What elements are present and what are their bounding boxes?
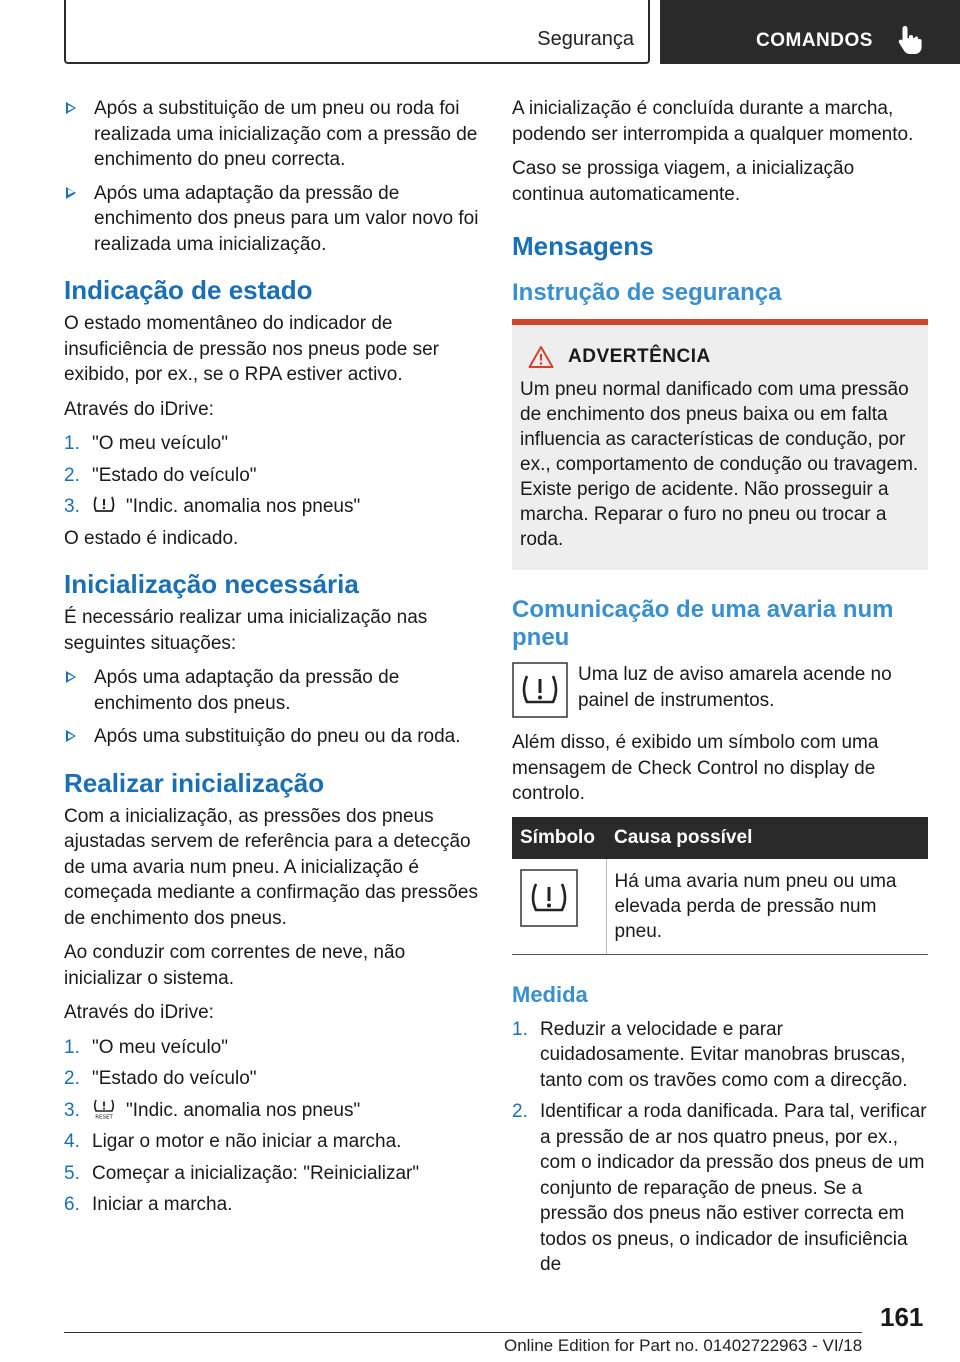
list-item: 5. Começar a inicialização: "Reinicializar"	[64, 1162, 420, 1184]
list-item: 2. Identificar a roda danificada. Para tal, verificar a pressão de ar nos quatro pneus, por ex., com o indicador da pressão dos pneus de um conjunto de reparação de pneus. Se a pressão dos pneus não estiver correcta em todos os pneus, o indicador de insuficiência de	[512, 1101, 927, 1275]
heading-messages: Mensagens	[512, 231, 654, 261]
tire-reset-icon	[92, 1098, 116, 1120]
list-item: 2. "Estado do veículo"	[64, 464, 257, 486]
indicator-text: Uma luz de aviso amarela acende no painel de instrumentos.	[578, 664, 892, 711]
heading-failure: Comunicação de uma avaria num pneu	[512, 596, 894, 651]
triangle-bullet-icon	[66, 187, 76, 199]
list-item: 1. Reduzir a velocidade e parar cuidadosamente. Evitar manobras bruscas, tanto com os travões como com a direcção.	[512, 1018, 908, 1091]
warning-header	[528, 345, 920, 369]
triangle-bullet-icon	[66, 102, 76, 114]
paragraph: O estado momentâneo do indicador de insuficiência de pressão nos pneus pode ser exibido, por ex., se o RPA estiver activo.	[64, 313, 439, 385]
section-title: Segurança	[537, 28, 634, 50]
list-item: 3. "Indic. anomalia nos pneus"	[64, 496, 361, 517]
heading-measure: Medida	[512, 981, 588, 1007]
heading-status: Indicação de estado	[64, 275, 313, 305]
list-item: 4. Ligar o motor e não iniciar a marcha.	[64, 1131, 402, 1152]
section-header-box	[64, 0, 650, 64]
table-cell-symbol	[512, 859, 606, 955]
page-header	[0, 0, 960, 66]
steps-list-measure	[512, 1017, 928, 1278]
paragraph: Com a inicialização, as pressões dos pneus ajustadas servem de referência para a detecção de uma avaria num pneu. A inicialização é começada mediante a confirmação das pressões de enchimento dos pneus.	[64, 805, 479, 929]
triangle-bullet-icon	[66, 671, 76, 683]
list-item: 6. Iniciar a marcha.	[64, 1194, 233, 1215]
chapter-tab-label: COMANDOS	[756, 30, 873, 51]
list-item: Após a substituição de um pneu ou roda foi realizada uma inicialização com a pressão de enchimento do pneu correcta.	[64, 96, 482, 173]
heading-perform: Realizar inicialização	[64, 767, 325, 798]
warning-triangle-icon	[528, 345, 554, 369]
table-header-cause: Causa possível	[606, 817, 928, 859]
paragraph: Através do iDrive:	[64, 398, 214, 420]
paragraph: É necessário realizar uma inicialização nas seguintes situações:	[64, 607, 428, 654]
paragraph: A inicialização é concluída durante a marcha, podendo ser interrompida a qualquer momento.	[512, 98, 914, 145]
list-item: 1. "O meu veículo"	[64, 433, 228, 454]
warning-text: Um pneu normal danificado com uma pressão de enchimento dos pneus baixa ou em falta influencia as características de condução, por ex., comportamento de condução ou travagem. Existe perigo de acidente. Não prosseguir a marcha. Reparar o furo no pneu ou trocar a roda.	[520, 379, 919, 550]
steps-list-perform	[64, 1035, 482, 1218]
list-item: Após uma adaptação da pressão de enchimento dos pneus para um valor novo foi realizada uma inicialização.	[64, 181, 482, 258]
tire-pressure-warning-icon	[512, 662, 568, 718]
list-item: Após uma adaptação da pressão de enchimento dos pneus.	[64, 665, 482, 716]
list-item: Após uma substituição do pneu ou da roda.	[64, 724, 482, 750]
paragraph: Ao conduzir com correntes de neve, não inicializar o sistema.	[64, 942, 406, 989]
indicator-row	[512, 662, 928, 718]
footer-edition: Online Edition for Part no. 01402722963 - VI/18	[504, 1336, 863, 1355]
bullet-list-needed	[64, 665, 482, 750]
footer-divider	[64, 1332, 862, 1333]
table-row	[512, 859, 928, 955]
heading-safety: Instrução de segurança	[512, 279, 782, 306]
table-header-symbol: Símbolo	[512, 817, 606, 859]
heading-needed: Inicialização necessária	[64, 569, 359, 599]
steps-list-status	[64, 431, 482, 520]
paragraph: Além disso, é exibido um símbolo com uma mensagem de Check Control no display de controlo.	[512, 732, 879, 804]
triangle-bullet-icon	[66, 730, 76, 742]
page-number: 161	[880, 1302, 924, 1332]
right-column	[512, 96, 928, 1284]
paragraph: Através do iDrive:	[64, 1002, 214, 1023]
warning-title: ADVERTÊNCIA	[568, 346, 711, 367]
paragraph: O estado é indicado.	[64, 527, 239, 549]
tire-pressure-warning-icon	[520, 869, 578, 927]
chapter-tab	[660, 0, 960, 64]
tire-warning-icon	[92, 494, 116, 516]
list-item: 3. RESET "Indic. anomalia nos pneus"	[64, 1099, 361, 1121]
symbol-table	[512, 817, 928, 955]
left-column	[64, 96, 482, 1224]
pointing-hand-icon	[896, 24, 924, 56]
table-cell-cause: Há uma avaria num pneu ou uma elevada perda de pressão num pneu.	[606, 859, 928, 955]
bullet-list-top	[64, 96, 482, 257]
list-item: 1. "O meu veículo"	[64, 1036, 228, 1058]
warning-box	[512, 319, 928, 570]
svg-text:RESET: RESET	[95, 1114, 113, 1120]
paragraph: Caso se prossiga viagem, a inicialização continua automaticamente.	[512, 158, 855, 205]
list-item: 2. "Estado do veículo"	[64, 1068, 257, 1089]
